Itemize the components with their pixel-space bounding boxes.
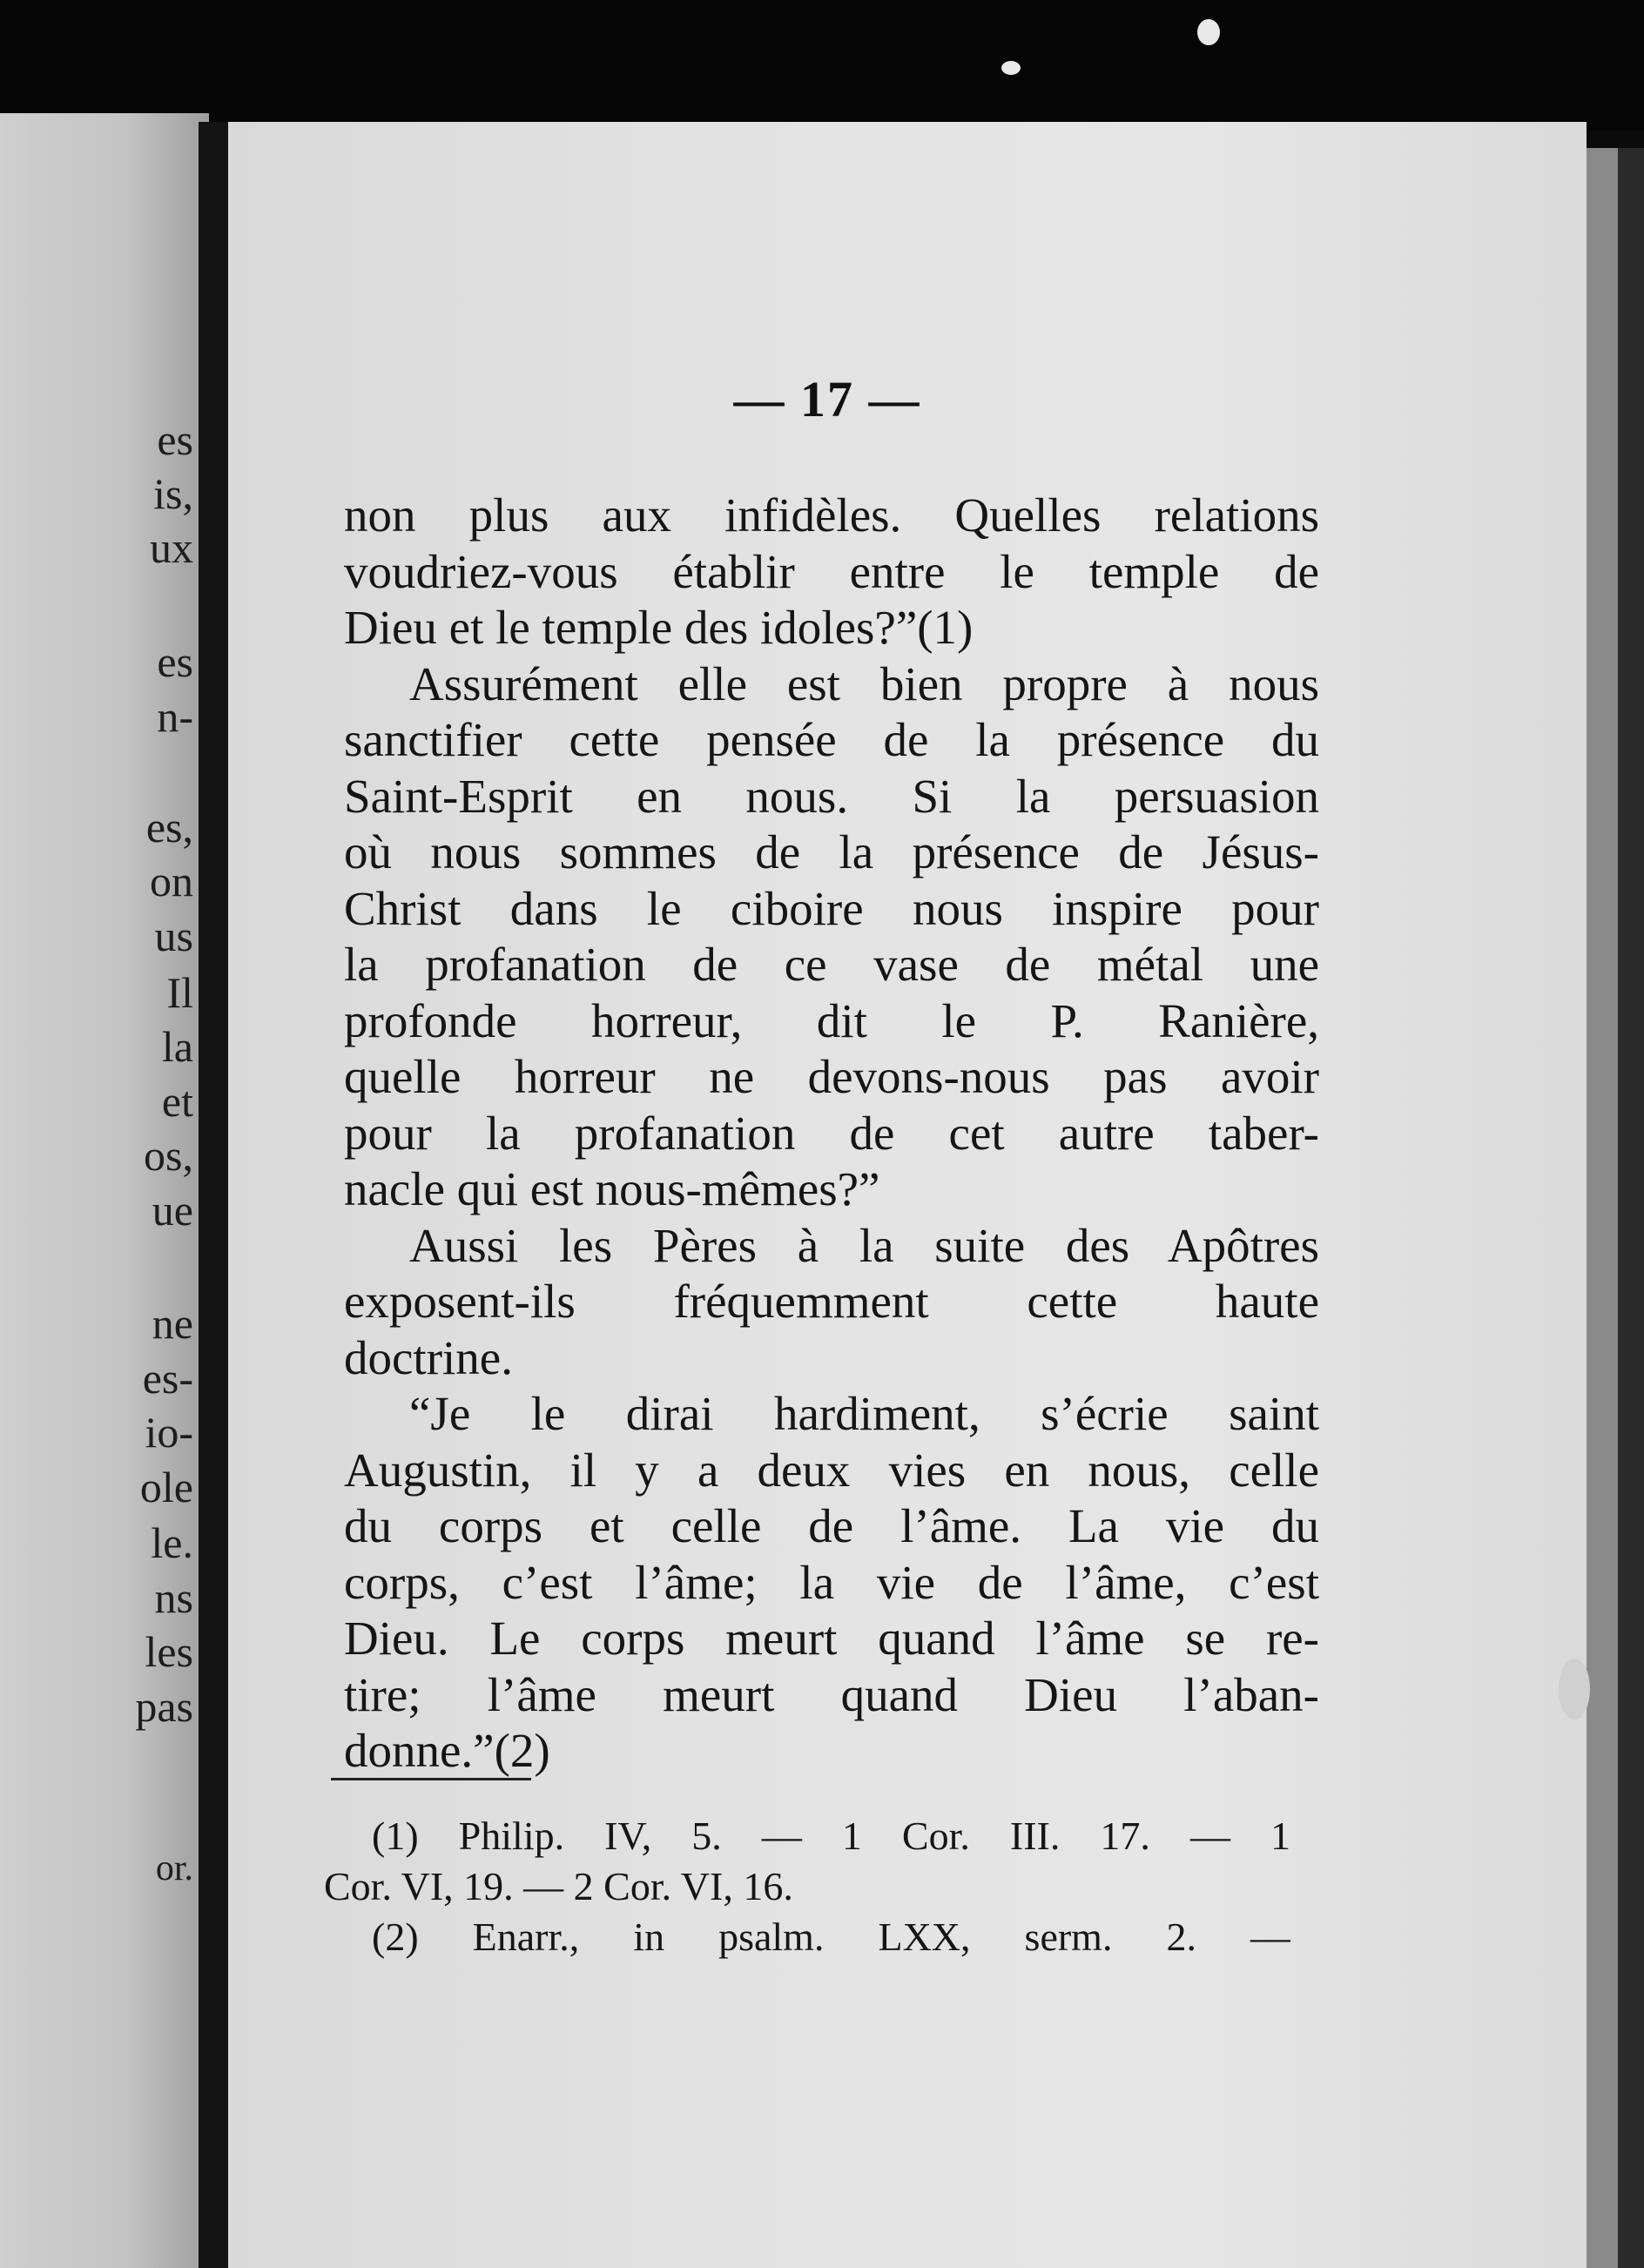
text-line: Assurément elle est bien propre à nous xyxy=(409,656,1319,710)
left-page-fragment: pas xyxy=(135,1682,193,1731)
left-page-fragment: es xyxy=(157,637,193,686)
text-line: donne.”(2) xyxy=(344,1724,550,1777)
footnote-line: Cor. VI, 19. — 2 Cor. VI, 16. xyxy=(324,1864,793,1908)
left-page-fragment: es- xyxy=(142,1354,193,1403)
scan-speck xyxy=(1559,1659,1590,1720)
text-line: doctrine. xyxy=(344,1330,513,1384)
text-line: quelle horreur ne devons-nous pas avoir xyxy=(344,1050,1319,1103)
text-line: nacle qui est nous-mêmes?” xyxy=(344,1162,880,1215)
left-page-fragment: le. xyxy=(151,1518,193,1567)
left-page-fragment: Il xyxy=(166,968,193,1017)
text-line: où nous sommes de la présence de Jésus- xyxy=(344,825,1319,878)
left-page-fragment: os, xyxy=(144,1131,193,1180)
text-line: “Je le dirai hardiment, s’écrie saint xyxy=(409,1387,1319,1440)
left-page-fragment: ole xyxy=(139,1463,193,1511)
left-page-edge xyxy=(0,113,209,2268)
left-page-fragment: ue xyxy=(152,1186,193,1235)
text-line: Augustin, il y a deux vies en nous, celle xyxy=(344,1443,1319,1497)
text-line: exposent-ils fréquemment cette haute xyxy=(344,1275,1319,1328)
text-line: sanctifier cette pensée de la présence du xyxy=(344,713,1319,766)
left-page-fragment: io- xyxy=(145,1408,193,1457)
footnote-separator xyxy=(331,1778,531,1780)
body-text xyxy=(344,488,1319,1780)
left-page-fragment: n- xyxy=(157,692,193,741)
text-line: pour la profanation de cet autre taber- xyxy=(344,1106,1319,1160)
left-page-fragment: or. xyxy=(155,1848,193,1888)
text-line: voudriez-vous établir entre le temple de xyxy=(344,544,1319,598)
scan-speck xyxy=(1001,61,1021,75)
text-line: profonde horreur, dit le P. Ranière, xyxy=(344,993,1319,1047)
left-page-fragment: us xyxy=(154,912,193,960)
right-page-edge xyxy=(1587,148,1644,2268)
footnotes xyxy=(324,1811,1290,1962)
left-page-fragment: on xyxy=(150,857,193,905)
scan-background-top xyxy=(0,0,1644,131)
left-page-fragment: et xyxy=(161,1077,193,1126)
text-line: la profanation de ce vase de métal une xyxy=(344,938,1319,991)
footnote-line: (2) Enarr., in psalm. LXX, serm. 2. — xyxy=(372,1915,1290,1959)
text-line: corps, c’est l’âme; la vie de l’âme, c’est xyxy=(344,1555,1319,1609)
left-page-fragment: es xyxy=(157,415,193,464)
text-line: Dieu. Le corps meurt quand l’âme se re- xyxy=(344,1612,1319,1665)
left-page-fragment: ux xyxy=(150,523,193,572)
left-page-fragment: es, xyxy=(145,803,193,851)
text-line: du corps et celle de l’âme. La vie du xyxy=(344,1499,1319,1552)
left-page-fragment: la xyxy=(161,1022,193,1071)
scan-speck xyxy=(1197,19,1220,45)
footnote-line: (1) Philip. IV, 5. — 1 Cor. III. 17. — 1 xyxy=(372,1814,1290,1858)
text-line: Aussi les Pères à la suite des Apôtres xyxy=(409,1218,1319,1272)
text-line: non plus aux infidèles. Quelles relations xyxy=(344,488,1319,542)
text-line: Christ dans le ciboire nous inspire pour xyxy=(344,881,1319,935)
text-line: Dieu et le temple des idoles?”(1) xyxy=(344,601,974,654)
left-page-fragment: ns xyxy=(154,1573,193,1622)
text-line: Saint-Esprit en nous. Si la persuasion xyxy=(344,769,1319,823)
page-edge-stripe xyxy=(1587,148,1618,2268)
left-page-fragment: les xyxy=(145,1627,193,1676)
left-page-fragment: is, xyxy=(153,469,193,518)
text-line: tire; l’âme meurt quand Dieu l’aban- xyxy=(344,1667,1319,1721)
left-page-fragment: ne xyxy=(152,1299,193,1348)
page-number: — 17 — xyxy=(733,371,921,427)
